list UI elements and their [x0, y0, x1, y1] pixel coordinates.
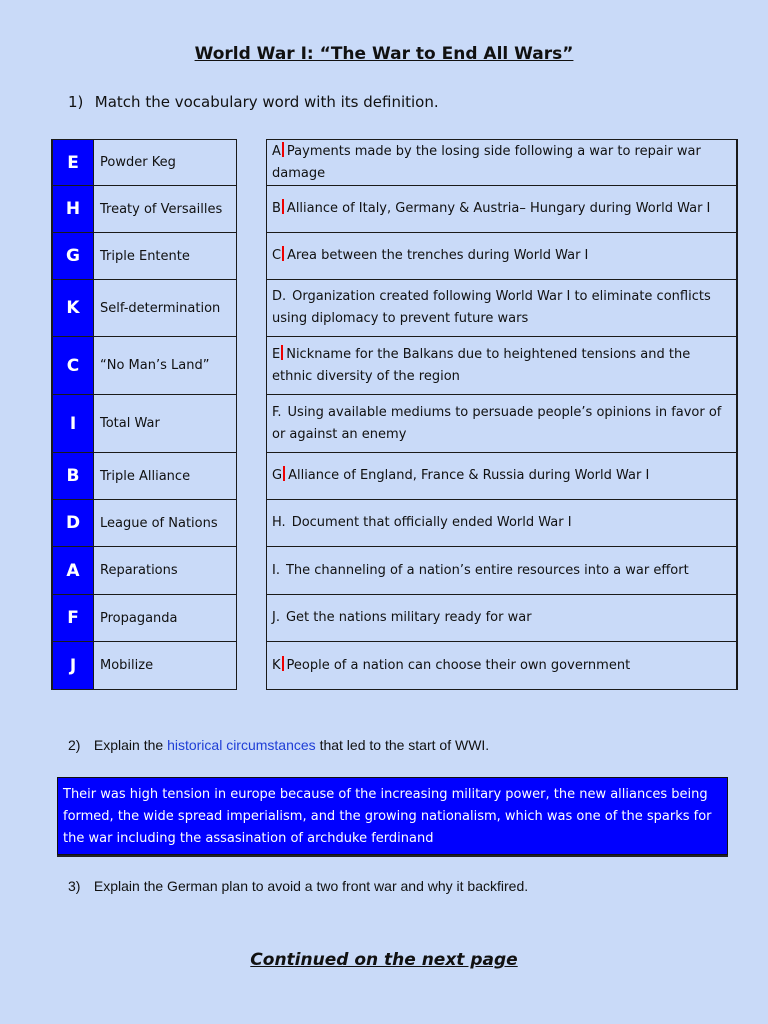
definition-text: Document that officially ended World War I [291, 515, 572, 530]
definition-cell [267, 395, 738, 453]
definition-letter: I. [272, 562, 280, 578]
match-row [52, 140, 737, 186]
definition-letter: H. [272, 515, 286, 530]
definition-letter: B [272, 201, 281, 216]
match-row [52, 453, 737, 500]
text-cursor-icon [282, 246, 284, 261]
vocab-term: Self-determination [94, 280, 237, 337]
column-gap [237, 547, 267, 595]
match-row [52, 233, 737, 280]
continued-note: Continued on the next page [250, 950, 518, 970]
column-gap [237, 595, 267, 642]
definition-cell [267, 140, 738, 186]
question-2-number: 2) [68, 737, 81, 753]
match-row [52, 500, 737, 547]
definition-text: Nickname for the Balkans due to heightened tensions and the ethnic diversity of the region [272, 346, 691, 384]
column-gap [237, 233, 267, 280]
definition-text: Payments made by the losing side following a war to repair war damage [272, 143, 701, 181]
definition-letter: K [272, 657, 281, 673]
definition-cell [267, 280, 738, 337]
definition-letter: A [272, 143, 281, 159]
definition-cell [267, 595, 738, 642]
answer-cell[interactable]: B [52, 453, 94, 500]
answer-cell[interactable]: C [52, 337, 94, 395]
definition-text: Organization created following World War I to eliminate conflicts using diplomacy to prevent future wars [272, 289, 711, 326]
answer-cell[interactable]: A [52, 547, 94, 595]
definition-text: Alliance of Italy, Germany & Austria– Hungary during World War I [286, 201, 711, 216]
question-1 [68, 93, 439, 111]
definition-text: People of a nation can choose their own government [286, 657, 631, 673]
answer-cell[interactable]: G [52, 233, 94, 280]
text-cursor-icon [281, 345, 283, 360]
match-row [52, 337, 737, 395]
match-row [52, 280, 737, 337]
answer-cell[interactable]: D [52, 500, 94, 547]
answer-cell[interactable]: F [52, 595, 94, 642]
definition-text: Get the nations military ready for war [285, 610, 532, 625]
question-2-prefix: Explain the [93, 737, 164, 753]
definition-letter: D. [272, 289, 287, 304]
vocab-term: Propaganda [94, 595, 237, 642]
answer-cell[interactable]: K [52, 280, 94, 337]
column-gap [237, 500, 267, 547]
definition-cell [267, 186, 738, 233]
text-cursor-icon [282, 199, 284, 214]
definition-cell [267, 453, 738, 500]
answer-cell[interactable]: E [52, 140, 94, 186]
definition-text: The channeling of a nation’s entire resources into a war effort [285, 562, 689, 578]
match-row [52, 395, 737, 453]
answer-cell[interactable]: H [52, 186, 94, 233]
matching-table [51, 139, 738, 690]
column-gap [237, 280, 267, 337]
historical-circumstances-link[interactable]: historical circumstances [167, 737, 316, 753]
text-cursor-icon [282, 142, 284, 157]
definition-cell [267, 642, 738, 690]
vocab-term: “No Man’s Land” [94, 337, 237, 395]
column-gap [237, 140, 267, 186]
vocab-term: Reparations [94, 547, 237, 595]
definition-letter: F. [272, 404, 282, 420]
column-gap [237, 642, 267, 690]
match-row [52, 595, 737, 642]
vocab-term: Total War [94, 395, 237, 453]
vocab-term: League of Nations [94, 500, 237, 547]
answer-cell[interactable]: J [52, 642, 94, 690]
definition-letter: G [272, 468, 283, 483]
vocab-term: Triple Alliance [94, 453, 237, 500]
question-2-suffix: that led to the start of WWI. [319, 737, 490, 753]
definition-cell [267, 233, 738, 280]
definition-cell [267, 500, 738, 547]
question-2 [68, 737, 489, 753]
column-gap [237, 453, 267, 500]
question-3 [68, 878, 528, 894]
vocab-term: Powder Keg [94, 140, 237, 186]
vocab-term: Mobilize [94, 642, 237, 690]
text-cursor-icon [283, 466, 285, 481]
worksheet-title: World War I: “The War to End All Wars” [194, 44, 574, 64]
definition-text: Area between the trenches during World War I [287, 248, 589, 263]
match-row [52, 642, 737, 690]
question-1-number: 1) [68, 93, 84, 111]
definition-cell [267, 547, 738, 595]
question-1-prompt: Match the vocabulary word with its definition. [94, 93, 439, 111]
definition-letter: E [272, 346, 281, 362]
definition-text: Alliance of England, France & Russia during World War I [288, 468, 650, 483]
definition-letter: J. [272, 610, 280, 625]
column-gap [237, 337, 267, 395]
match-row [52, 186, 737, 233]
question-3-number: 3) [68, 878, 81, 894]
column-gap [237, 186, 267, 233]
definition-cell [267, 337, 738, 395]
text-cursor-icon [282, 656, 284, 671]
definition-letter: C [272, 248, 282, 263]
vocab-term: Triple Entente [94, 233, 237, 280]
answer-cell[interactable]: I [52, 395, 94, 453]
vocab-term: Treaty of Versailles [94, 186, 237, 233]
question-3-prompt: Explain the German plan to avoid a two front war and why it backfired. [93, 878, 529, 894]
column-gap [237, 395, 267, 453]
definition-text: Using available mediums to persuade people’s opinions in favor of or against an enemy [272, 404, 722, 442]
question-2-answer-field[interactable]: Their was high tension in europe because of the increasing military power, the new alliances being formed, the wide spread imperialism, and the growing nationalism, which was one of the sparks for the war including the assasination of archduke ferdinand [57, 777, 728, 855]
match-row [52, 547, 737, 595]
